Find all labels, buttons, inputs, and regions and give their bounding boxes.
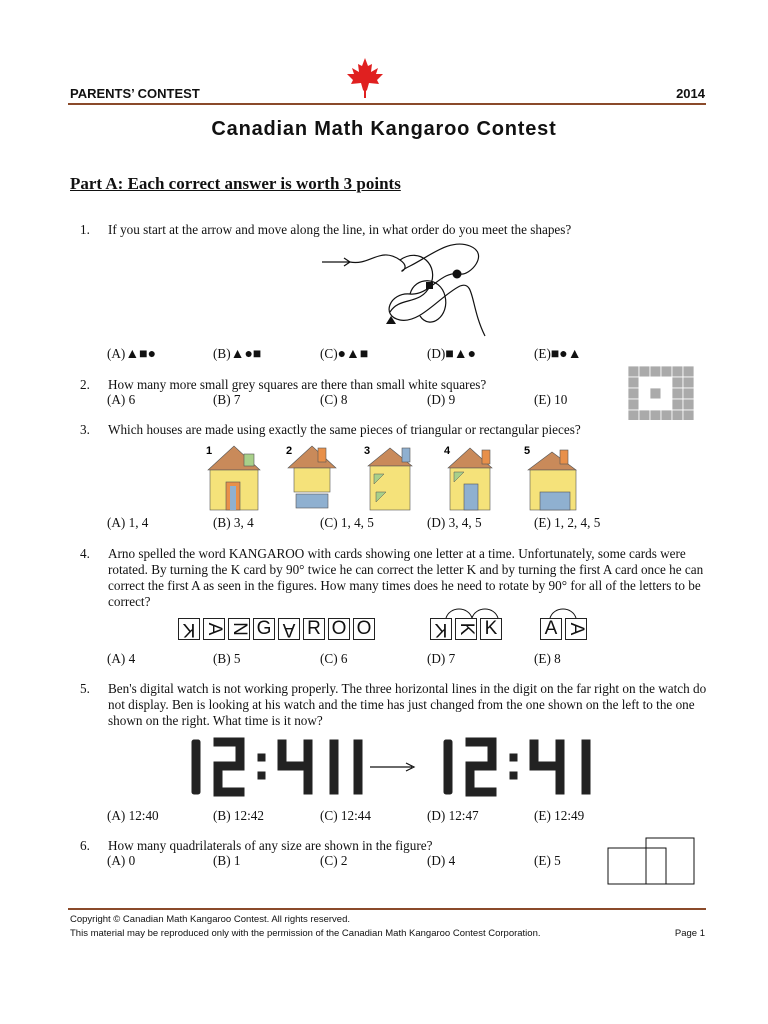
- answer-option: (D) 3, 4, 5: [427, 515, 482, 530]
- answer-option: (C) 1, 4, 5: [320, 515, 374, 530]
- question-number: 2.: [80, 377, 90, 392]
- letter-card: O: [353, 618, 375, 640]
- answer-option: (D) 12:47: [427, 808, 479, 823]
- answer-option: (B) 12:42: [213, 808, 264, 823]
- k-rotation-figure: [430, 618, 505, 640]
- answer-option: (C) 12:44: [320, 808, 371, 823]
- answer-option: (B) 7: [213, 392, 241, 407]
- grid-square: [672, 366, 683, 377]
- letter-card: N: [228, 618, 250, 640]
- grid-square: [639, 377, 650, 388]
- digital-watch-figure: [186, 736, 596, 798]
- letter-card: A: [278, 618, 300, 640]
- answer-option: (A) 6: [107, 392, 136, 407]
- answer-option: (A) 0: [107, 853, 136, 868]
- triangle-shape-icon: [386, 316, 396, 324]
- grid-square: [628, 377, 639, 388]
- question-number: 4.: [80, 546, 90, 561]
- kangaroo-cards-figure: [178, 618, 378, 640]
- answer-option: (C) 8: [320, 392, 348, 407]
- footer-permission: This material may be reproduced only with the permission of the Canadian Math Kangaroo Contest Corporation.: [70, 928, 541, 939]
- answer-option: (E) 1, 2, 4, 5: [534, 515, 601, 530]
- letter-card: O: [328, 618, 350, 640]
- grid-square: [661, 366, 672, 377]
- letter-card: A: [540, 618, 562, 640]
- answer-option: (E) 8: [534, 651, 561, 666]
- grid-square: [628, 410, 639, 420]
- answer-option: (E) 10: [534, 392, 568, 407]
- answer-option: (C) 6: [320, 651, 348, 666]
- house-label: 1: [206, 445, 213, 457]
- footer-copyright: Copyright © Canadian Math Kangaroo Contest. All rights reserved.: [70, 914, 351, 925]
- grid-square: [661, 377, 672, 388]
- question-text: Ben's digital watch is not working properly. The three horizontal lines in the digit on the far right on the watch do not display. Ben is looking at his watch and the time has just changed from the one shown on the left to the one shown on the right. What time is it now?: [108, 681, 707, 728]
- grid-square: [672, 377, 683, 388]
- header-contest-name: PARENTS’ CONTEST: [70, 86, 200, 101]
- grid-square: [628, 388, 639, 399]
- answer-option: (B) 3, 4: [213, 515, 254, 530]
- letter-card: G: [253, 618, 275, 640]
- grid-square: [683, 410, 694, 420]
- answer-option: (B) 5: [213, 651, 241, 666]
- header-rule: [68, 103, 706, 105]
- answer-option: (E) 5: [534, 853, 561, 868]
- quadrilaterals-figure: [606, 836, 698, 886]
- grey-white-grid-figure: [626, 364, 698, 420]
- answer-option: (A)▲■●: [107, 346, 157, 362]
- question-text: If you start at the arrow and move along the line, in what order do you meet the shapes?: [108, 222, 572, 237]
- question-number: 3.: [80, 422, 90, 437]
- question-number: 1.: [80, 222, 90, 237]
- answer-option: (D)■▲●: [427, 346, 477, 362]
- letter-card: K: [480, 618, 502, 640]
- letter-card: A: [203, 618, 225, 640]
- letter-card: K: [430, 618, 452, 640]
- rotation-arrows-icon: [440, 604, 510, 620]
- grid-square: [628, 399, 639, 410]
- grid-square: [650, 388, 661, 399]
- header-year: 2014: [676, 86, 705, 101]
- houses-figure: [200, 440, 590, 516]
- grid-square: [650, 377, 661, 388]
- grid-square: [672, 399, 683, 410]
- grid-square: [650, 366, 661, 377]
- grid-square: [683, 399, 694, 410]
- grid-square: [639, 388, 650, 399]
- grid-square: [672, 388, 683, 399]
- answer-option: (D) 9: [427, 392, 456, 407]
- circle-shape-icon: [453, 270, 462, 279]
- grid-square: [661, 388, 672, 399]
- grid-square: [639, 366, 650, 377]
- answer-option: (A) 1, 4: [107, 515, 149, 530]
- house-label: 3: [364, 445, 371, 457]
- path-maze-figure: [320, 236, 500, 346]
- grid-square: [639, 410, 650, 420]
- answer-option: (C) 2: [320, 853, 348, 868]
- grid-square: [628, 366, 639, 377]
- answer-option: (D) 4: [427, 853, 456, 868]
- answer-option: (C)●▲■: [320, 346, 369, 362]
- house-label: 4: [444, 445, 451, 457]
- grid-square: [650, 399, 661, 410]
- answer-option: (E) 12:49: [534, 808, 585, 823]
- footer-rule: [68, 908, 706, 910]
- question-text: Which houses are made using exactly the same pieces of triangular or rectangular pieces?: [108, 422, 581, 437]
- grid-square: [672, 410, 683, 420]
- answer-option: (A) 4: [107, 651, 136, 666]
- page-number: Page 1: [674, 928, 705, 939]
- grid-square: [639, 399, 650, 410]
- answer-option: (A) 12:40: [107, 808, 159, 823]
- grid-square: [683, 366, 694, 377]
- part-a-heading: Part A: Each correct answer is worth 3 points: [70, 174, 401, 193]
- answer-option: (B)▲●■: [213, 346, 262, 362]
- grid-square: [650, 410, 661, 420]
- a-rotation-figure: [540, 618, 590, 640]
- maple-leaf-logo-icon: [343, 56, 387, 100]
- grid-square: [683, 377, 694, 388]
- answer-option: (E)■●▲: [534, 346, 582, 362]
- page-title: Canadian Math Kangaroo Contest: [211, 118, 557, 140]
- question-number: 5.: [80, 681, 90, 696]
- letter-card: A: [565, 618, 587, 640]
- letter-card: K: [455, 618, 477, 640]
- rotation-arrow-icon: [546, 604, 586, 620]
- question-text: How many more small grey squares are there than small white squares?: [108, 377, 487, 392]
- arrow-right-icon: [370, 763, 414, 771]
- grid-square: [661, 410, 672, 420]
- question-text: How many quadrilaterals of any size are shown in the figure?: [108, 838, 433, 853]
- house-label: 5: [524, 445, 531, 457]
- question-text: Arno spelled the word KANGAROO with cards showing one letter at a time. Unfortunately, some cards were rotated. By turning the K card by 90° twice he can correct the letter K and by turning the first A card once he can correct the first A as seen in the figures. How many times does he need to rotate by 90° for all of the letters to be correct?: [108, 546, 704, 609]
- house-label: 2: [286, 445, 293, 457]
- question-number: 6.: [80, 838, 90, 853]
- grid-square: [683, 388, 694, 399]
- answer-option: (D) 7: [427, 651, 456, 666]
- grid-square: [661, 399, 672, 410]
- letter-card: R: [303, 618, 325, 640]
- letter-card: K: [178, 618, 200, 640]
- square-shape-icon: [426, 282, 433, 289]
- answer-option: (B) 1: [213, 853, 241, 868]
